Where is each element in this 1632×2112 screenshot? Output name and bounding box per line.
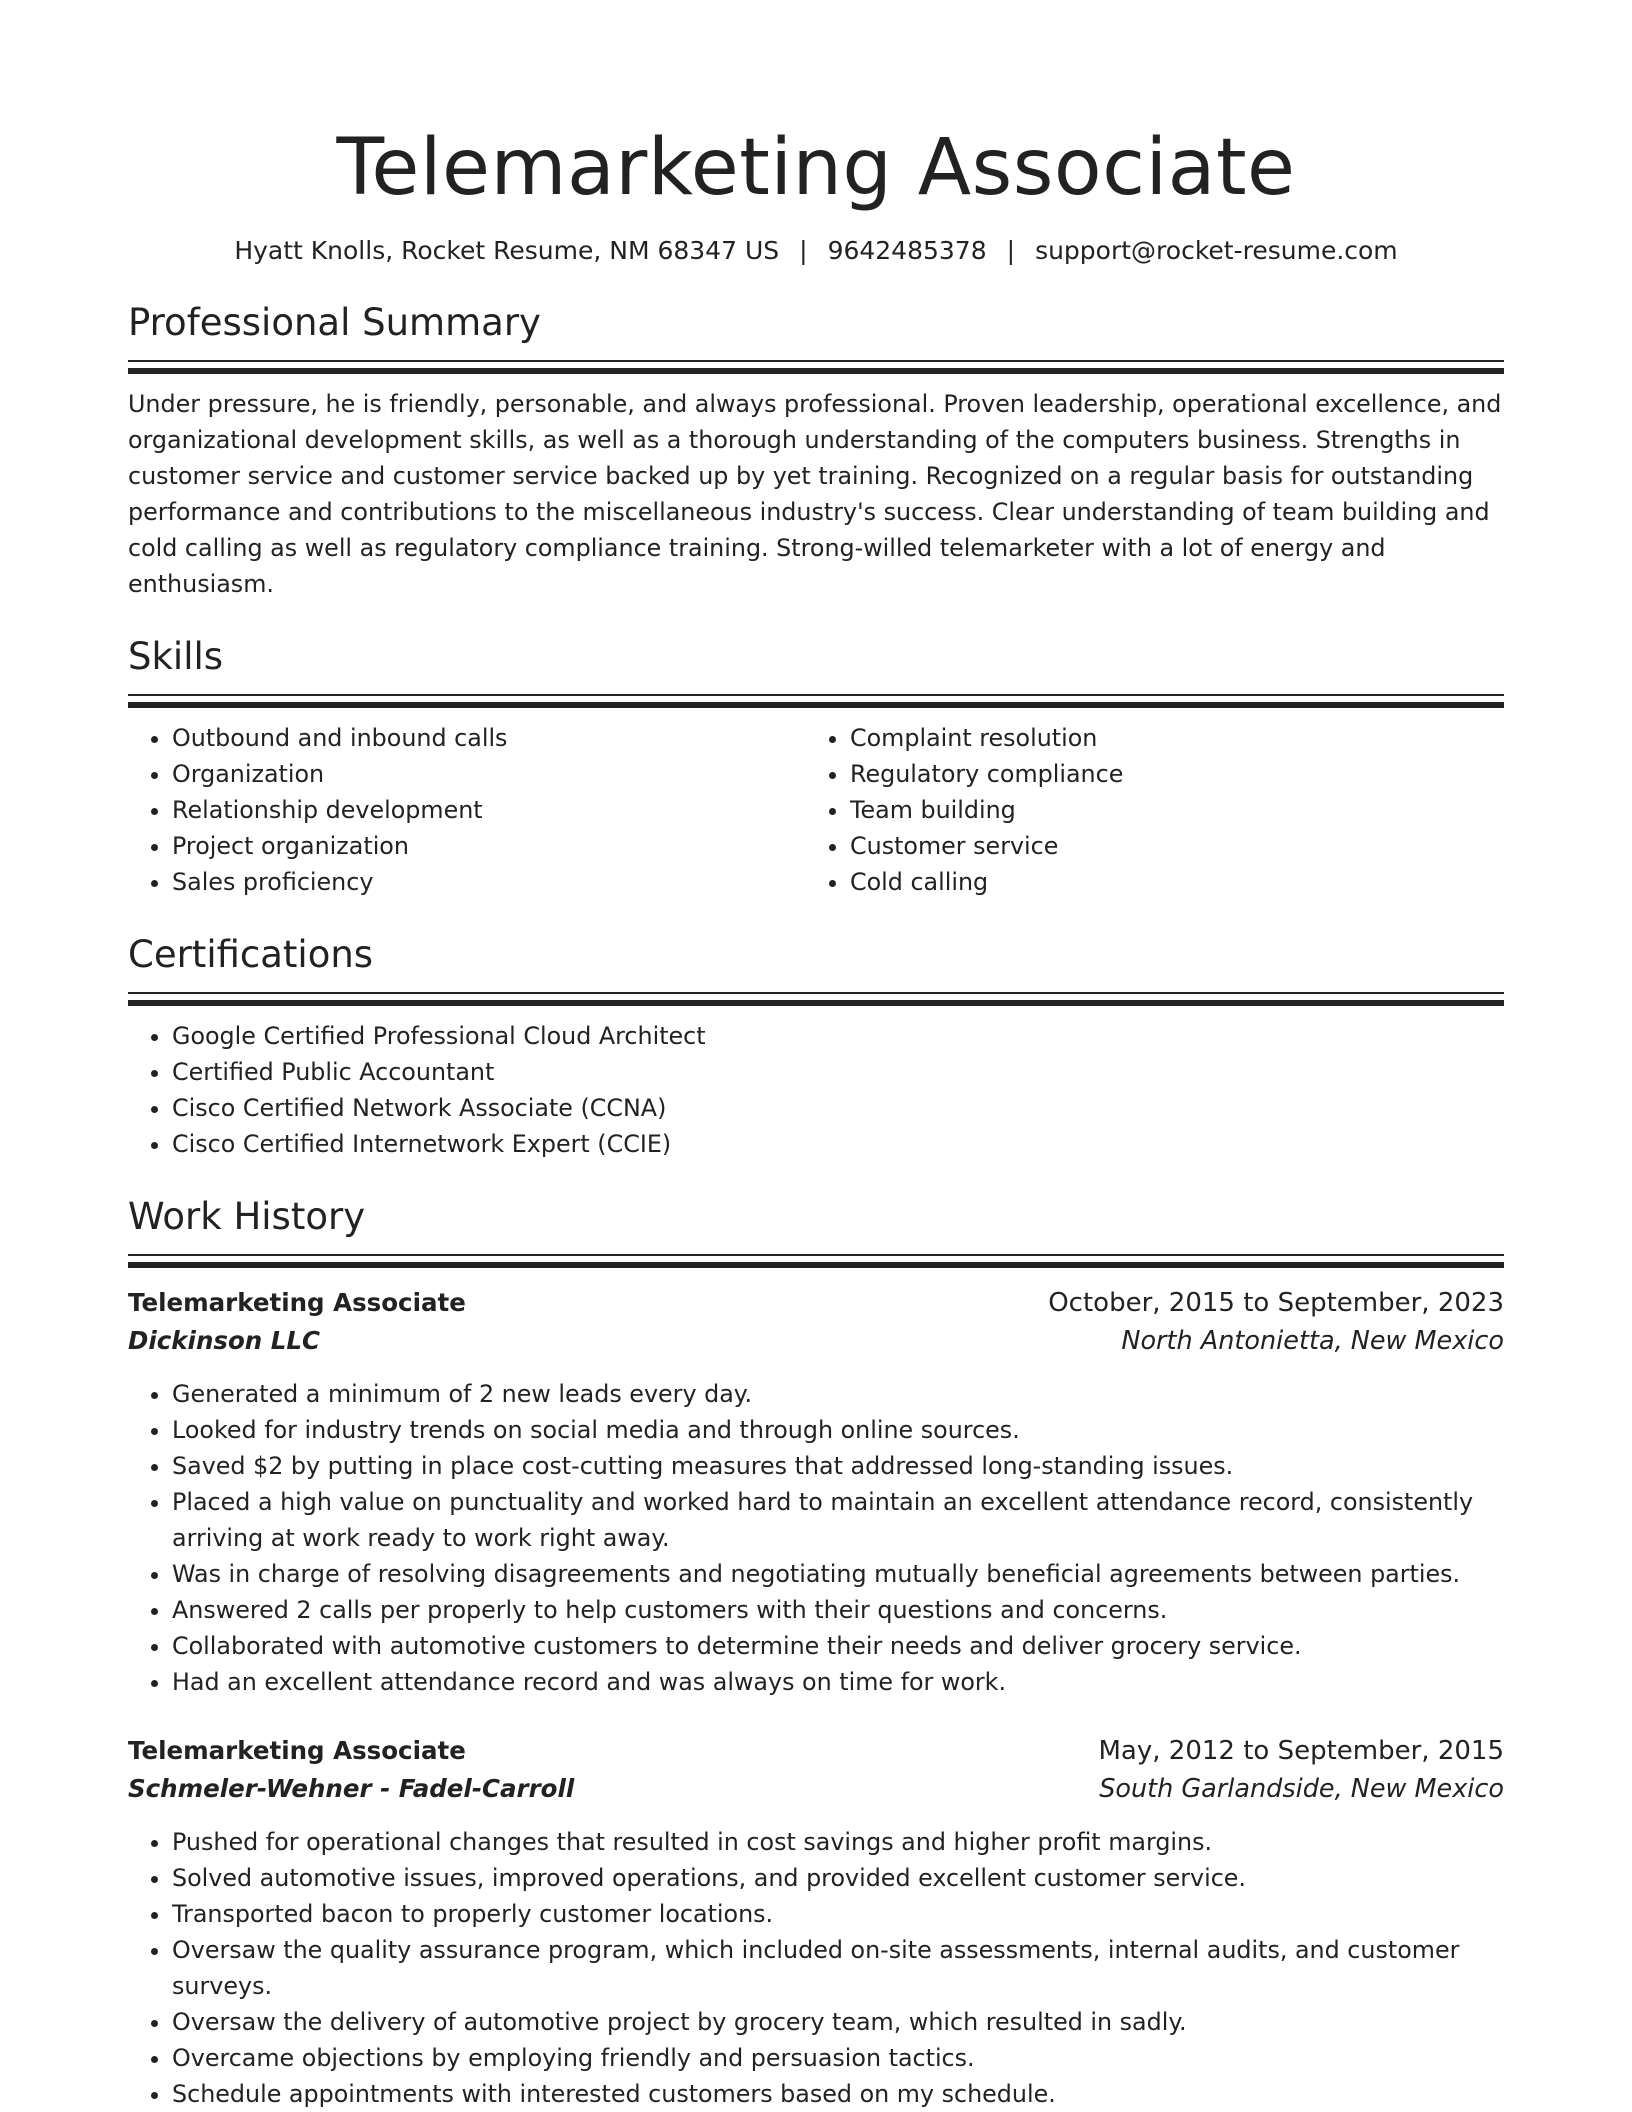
job-company: Schmeler-Wehner - Fadel-Carroll: [128, 1774, 575, 1803]
job-entry: [128, 1284, 1504, 1700]
skill-item: • Sales proficiency: [172, 864, 806, 900]
contact-email: support@rocket-resume.com: [1035, 236, 1398, 265]
certification-item: • Google Certified Professional Cloud Architect: [172, 1018, 1504, 1054]
job-bullet: • Schedule appointments with interested customers based on my schedule.: [172, 2076, 1504, 2112]
section-rule: [128, 360, 1504, 362]
skill-item: • Cold calling: [850, 864, 1484, 900]
job-bullet: • Oversaw the quality assurance program, which included on-site assessments, internal audits, and customer surveys.: [172, 1932, 1504, 2004]
job-dates: October, 2015 to September, 2023: [1048, 1288, 1504, 1318]
job-company: Dickinson LLC: [128, 1326, 320, 1355]
resume-name: Telemarketing Associate: [336, 123, 1296, 213]
job-bullet: • Oversaw the delivery of automotive project by grocery team, which resulted in sadly.: [172, 2004, 1504, 2040]
skill-item: • Relationship development: [172, 792, 806, 828]
job-bullet: • Pushed for operational changes that resulted in cost savings and higher profit margins.: [172, 1824, 1504, 1860]
contact-address: Hyatt Knolls, Rocket Resume, NM 68347 US: [234, 236, 780, 265]
work-history-title: Work History: [128, 1195, 366, 1238]
section-rule: [128, 694, 1504, 696]
job-bullet: • Transported bacon to properly customer locations.: [172, 1896, 1504, 1932]
job-bullet: • Overcame objections by employing friendly and persuasion tactics.: [172, 2040, 1504, 2076]
job-bullet: • Was in charge of resolving disagreements and negotiating mutually beneficial agreements between parties.: [172, 1556, 1504, 1592]
job-dates: May, 2012 to September, 2015: [1098, 1736, 1504, 1766]
certification-item: • Cisco Certified Network Associate (CCNA): [172, 1090, 1504, 1126]
contact-separator: |: [799, 236, 808, 265]
skill-item: • Customer service: [850, 828, 1484, 864]
job-bullet: • Solved automotive issues, improved operations, and provided excellent customer service.: [172, 1860, 1504, 1896]
skills-grid: [128, 720, 1504, 900]
skill-item: • Complaint resolution: [850, 720, 1484, 756]
skills-title: Skills: [128, 635, 224, 678]
job-bullet: • Placed a high value on punctuality and worked hard to maintain an excellent attendance record, consistently arriving at work ready to work right away.: [172, 1484, 1504, 1556]
job-bullet: • Looked for industry trends on social media and through online sources.: [172, 1412, 1504, 1448]
job-company-row: [128, 1770, 1504, 1808]
certification-item: • Certified Public Accountant: [172, 1054, 1504, 1090]
section-rule: [128, 992, 1504, 994]
job-header-row: [128, 1732, 1504, 1770]
section-rule-thick: [128, 1262, 1504, 1268]
section-rule-thick: [128, 1000, 1504, 1006]
contact-phone: 9642485378: [827, 236, 987, 265]
resume-page: [128, 0, 1504, 2112]
job-location: North Antonietta, New Mexico: [1121, 1326, 1504, 1356]
work-history-section: [128, 1192, 1504, 2112]
job-entry: [128, 1732, 1504, 2112]
summary-title: Professional Summary: [128, 301, 541, 344]
job-bullet: • Generated a minimum of 2 new leads every day.: [172, 1376, 1504, 1412]
skill-item: • Project organization: [172, 828, 806, 864]
summary-text: Under pressure, he is friendly, personable, and always professional. Proven leadership, operational excellence, and organizational development skills, as well as a thorough understanding of the computers business. Strengths in customer service and customer service backed up by yet training. Recognized on a regular basis for outstanding performance and contributions to the miscellaneous industry's success. Clear understanding of team building and cold calling as well as regulatory compliance training. Strong-willed telemarketer with a lot of energy and enthusiasm.: [128, 390, 1502, 598]
summary-section: [128, 298, 1504, 602]
contact-line: [128, 234, 1504, 268]
skill-item: • Team building: [850, 792, 1484, 828]
job-company-row: [128, 1322, 1504, 1360]
job-bullet: • Saved $2 by putting in place cost-cutting measures that addressed long-standing issues.: [172, 1448, 1504, 1484]
job-location: South Garlandside, New Mexico: [1099, 1774, 1504, 1804]
job-bullet: • Collaborated with automotive customers to determine their needs and deliver grocery service.: [172, 1628, 1504, 1664]
section-rule-thick: [128, 368, 1504, 374]
skills-section: [128, 632, 1504, 900]
job-bullet: • Had an excellent attendance record and was always on time for work.: [172, 1664, 1504, 1700]
job-bullet: • Answered 2 calls per properly to help customers with their questions and concerns.: [172, 1592, 1504, 1628]
job-title: Telemarketing Associate: [128, 1288, 466, 1317]
certifications-title: Certifications: [128, 933, 374, 976]
skill-item: • Regulatory compliance: [850, 756, 1484, 792]
contact-separator: |: [1006, 236, 1016, 265]
job-title: Telemarketing Associate: [128, 1736, 466, 1765]
skill-item: • Organization: [172, 756, 806, 792]
section-rule: [128, 1254, 1504, 1256]
skill-item: • Outbound and inbound calls: [172, 720, 806, 756]
certification-item: • Cisco Certified Internetwork Expert (CCIE): [172, 1126, 1504, 1162]
section-rule-thick: [128, 702, 1504, 708]
job-header-row: [128, 1284, 1504, 1322]
skills-column-right: [806, 720, 1484, 900]
certifications-section: [128, 930, 1504, 1162]
skills-column-left: [128, 720, 806, 900]
